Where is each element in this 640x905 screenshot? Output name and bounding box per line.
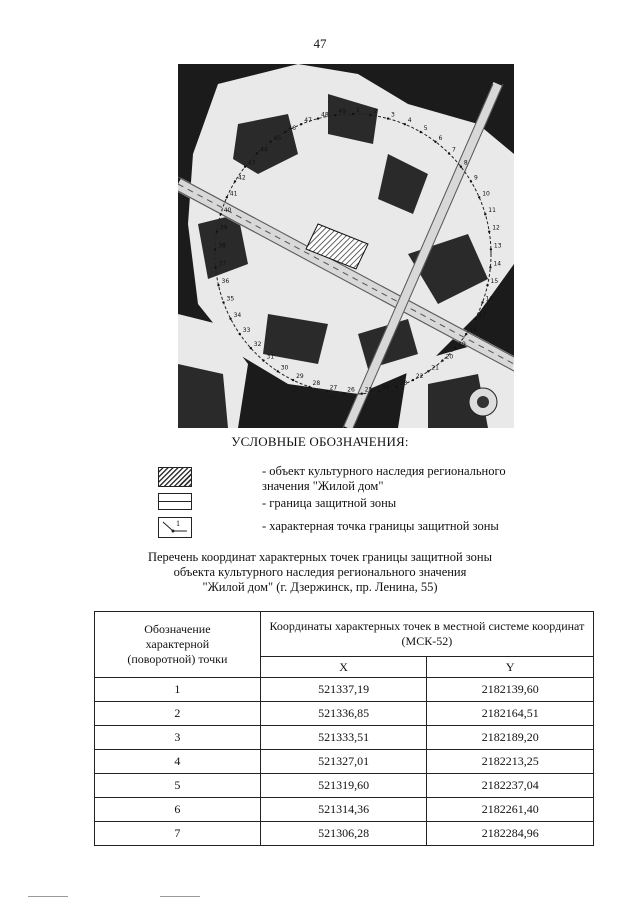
boundary-point-label: 10 [482,190,490,198]
boundary-point-marker [474,318,476,320]
cell-x: 521336,85 [260,702,427,726]
boundary-point-label: 5 [423,125,428,132]
boundary-point-label: 22 [415,373,424,381]
boundary-point-marker [361,393,363,395]
boundary-point-marker [404,123,406,125]
table-row [95,678,594,702]
boundary-point-marker [216,231,218,233]
plain-box-icon [158,493,192,510]
header-point: Обозначение характерной (поворотной) точки [95,612,261,678]
boundary-point-marker [395,386,397,388]
boundary-point-marker [484,213,486,215]
cell-x: 521327,01 [260,750,427,774]
boundary-point-label: 45 [273,134,282,142]
table-row [95,774,594,798]
cell-point: 4 [95,750,261,774]
caption-line-3: "Жилой дом" (г. Дзержинск, пр. Ленина, 55) [202,580,438,594]
boundary-point-marker [220,213,222,215]
boundary-point-label: 20 [445,353,454,361]
boundary-point-marker [325,390,327,392]
cell-point: 1 [95,678,261,702]
boundary-point-marker [234,180,236,182]
cell-y: 2182164,51 [427,702,594,726]
boundary-point-label: 42 [238,174,246,182]
boundary-point-marker [470,180,472,182]
boundary-point-label: 36 [221,278,230,286]
boundary-point-label: 14 [493,260,502,268]
boundary-point-label: 33 [242,327,251,335]
boundary-point-marker [262,359,264,361]
boundary-point-marker [481,301,483,303]
boundary-point-marker [308,386,310,388]
caption-line-1: Перечень координат характерных точек границы защитной зоны [147,550,493,564]
cell-point: 5 [95,774,261,798]
boundary-point-label: 47 [304,117,312,125]
boundary-point-label: 19 [458,341,466,349]
boundary-point-label: 6 [438,134,443,142]
cell-x: 521319,60 [260,774,427,798]
boundary-point-marker [412,379,414,381]
boundary-point-marker [486,284,488,286]
boundary-point-marker [300,123,302,125]
cell-y: 2182189,20 [427,726,594,750]
boundary-point-label: 24 [382,384,391,392]
boundary-point-label: 30 [280,364,289,372]
boundary-point-label: 49 [338,108,347,116]
zone-map [178,64,514,428]
boundary-point-label: 18 [469,327,477,335]
boundary-point-label: 27 [329,384,338,392]
point-box-label: 1 [176,519,180,528]
boundary-point-label: 44 [260,146,268,154]
cell-point: 3 [95,726,261,750]
boundary-point-marker [441,359,443,361]
boundary-point-marker [217,284,219,286]
cell-y: 2182284,96 [427,822,594,846]
boundary-point-marker [292,379,294,381]
boundary-point-label: 1 [356,107,360,114]
boundary-point-marker [284,131,286,133]
boundary-point-marker [317,117,319,119]
boundary-point-marker [460,166,462,168]
boundary-point-label: 26 [347,386,355,394]
boundary-point-label: 35 [226,295,235,303]
boundary-point-marker [214,248,216,250]
boundary-point-marker [488,231,490,233]
boundary-point-marker [369,114,371,116]
point-box-icon [158,517,192,538]
legend-item-point: - характерная точка границы защитной зоны [262,519,499,533]
boundary-point-label: 25 [364,386,373,394]
table-row [95,726,594,750]
cell-x: 521333,51 [260,726,427,750]
boundary-point-marker [478,196,480,198]
boundary-point-label: 28 [312,379,321,387]
boundary-point-marker [269,141,271,143]
cell-y: 2182261,40 [427,798,594,822]
boundary-point-label: 32 [253,341,262,349]
table-row [95,750,594,774]
header-x: X [260,657,427,678]
boundary-point-label: 34 [233,311,242,319]
boundary-point-label: 17 [478,311,487,319]
boundary-point-marker [454,347,456,349]
table-caption [0,550,640,595]
boundary-point-marker [214,266,216,268]
boundary-point-label: 48 [321,111,329,119]
boundary-point-label: 39 [219,224,228,232]
table-row [95,702,594,726]
page-number: 47 [313,36,327,51]
table-row [95,822,594,846]
boundary-point-marker [434,141,436,143]
boundary-point-marker [244,166,246,168]
boundary-point-marker [352,113,354,115]
boundary-point-label: 29 [296,373,304,381]
cell-point: 6 [95,798,261,822]
boundary-point-marker [277,370,279,372]
boundary-point-marker [226,196,228,198]
boundary-point-label: 2 [373,108,378,116]
boundary-point-marker [222,301,224,303]
boundary-point-label: 12 [492,224,500,232]
boundary-point-marker [229,318,231,320]
boundary-point-label: 4 [407,117,412,125]
boundary-point-label: 37 [218,260,227,268]
table-row [95,798,594,822]
boundary-point-marker [465,333,467,335]
cell-point: 2 [95,702,261,726]
legend-title: УСЛОВНЫЕ ОБОЗНАЧЕНИЯ: [231,434,409,449]
boundary-point-marker [420,131,422,133]
map-image [178,64,514,428]
cell-y: 2182213,25 [427,750,594,774]
boundary-point-label: 23 [399,379,408,387]
boundary-point-marker [387,117,389,119]
cell-y: 2182237,04 [427,774,594,798]
legend-item-boundary: - граница защитной зоны [262,496,397,510]
boundary-point-label: 46 [288,125,296,132]
boundary-point-marker [343,393,345,395]
boundary-point-marker [489,266,491,268]
boundary-point-marker [256,152,258,154]
boundary-point-marker [250,347,252,349]
boundary-point-label: 7 [452,146,456,154]
boundary-point-marker [239,333,241,335]
boundary-point-label: 38 [218,242,226,250]
boundary-point-label: 3 [391,111,395,119]
boundary-point-marker [378,390,380,392]
boundary-point-marker [334,114,336,116]
cell-x: 521306,28 [260,822,427,846]
boundary-point-marker [448,152,450,154]
boundary-point-label: 8 [463,159,468,167]
boundary-point-marker [490,248,492,250]
boundary-point-label: 43 [248,159,256,167]
hatched-box-icon [158,467,192,487]
boundary-point-label: 9 [474,174,478,182]
boundary-point-label: 11 [488,207,496,215]
boundary-point-label: 31 [266,353,275,361]
caption-line-2: объекта культурного наследия регионального значения [173,565,467,579]
boundary-point-marker [427,370,429,372]
cell-x: 521337,19 [260,678,427,702]
boundary-point-label: 41 [229,190,238,198]
cell-point: 7 [95,822,261,846]
boundary-point-label: 15 [490,278,499,286]
cell-y: 2182139,60 [427,678,594,702]
legend-item-heritage: - объект культурного наследия регионального значения "Жилой дом" [262,464,506,493]
boundary-point-label: 13 [493,242,502,250]
boundary-point-label: 21 [431,364,439,372]
boundary-point-label: 40 [223,207,232,215]
header-y: Y [427,657,594,678]
header-coords: Координаты характерных точек в местной системе координат (МСК-52) [260,612,593,657]
coordinates-table [94,611,594,846]
boundary-point-label: 16 [485,295,494,303]
cell-x: 521314,36 [260,798,427,822]
